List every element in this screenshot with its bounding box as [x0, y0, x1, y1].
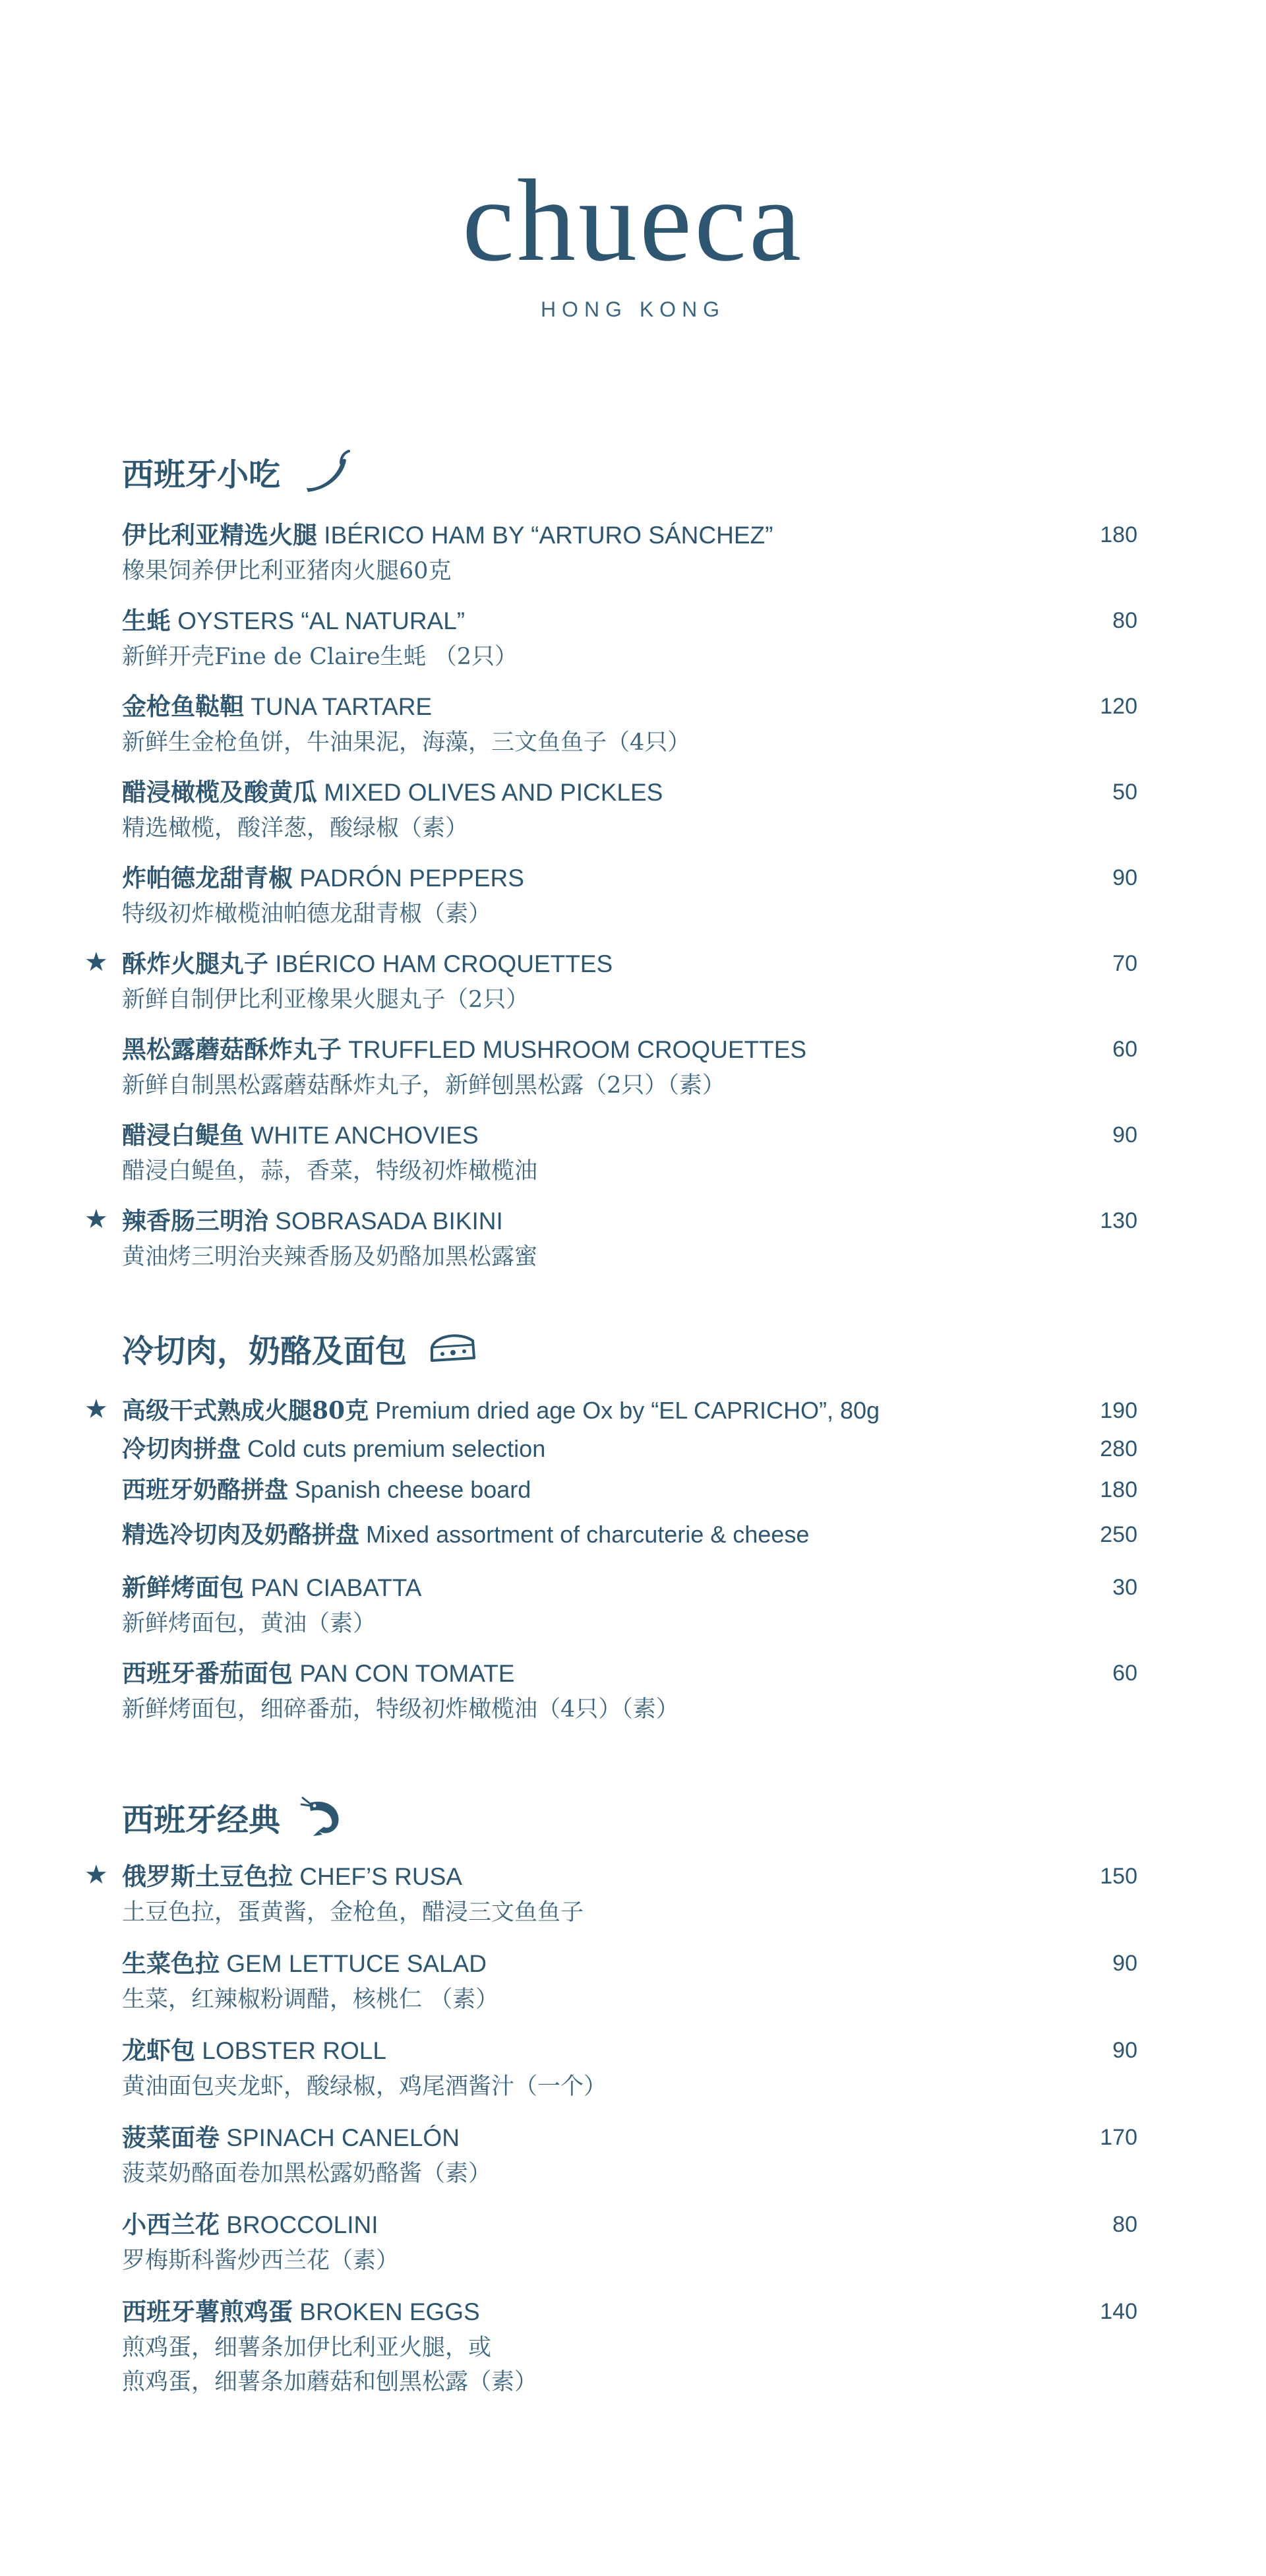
item-name-en: IBÉRICO HAM BY “ARTURO SÁNCHEZ”	[324, 522, 773, 549]
item-description: 新鲜生金枪鱼饼，牛油果泥，海藻，三文鱼鱼子（4只）	[122, 729, 691, 756]
item-name-zh: 醋浸橄榄及酸黄瓜	[122, 778, 317, 807]
item-name-en: SOBRASADA BIKINI	[275, 1208, 503, 1235]
item-description: 特级初炸橄榄油帕德龙甜青椒（素）	[122, 901, 492, 927]
chili-pepper-icon	[300, 448, 353, 495]
item-name-en: BROCCOLINI	[226, 2211, 378, 2238]
item-name-en: PADRÓN PEPPERS	[299, 865, 524, 892]
item-name	[122, 1120, 479, 1151]
item-name-zh: 西班牙薯煎鸡蛋	[122, 2297, 293, 2326]
brand-location: HONG KONG	[540, 297, 726, 321]
item-name-zh: 伊比利亚精选火腿	[122, 520, 317, 549]
item-name	[122, 863, 524, 894]
item-name	[122, 520, 773, 551]
item-price: 90	[1112, 865, 1137, 890]
item-name-en: BROKEN EGGS	[299, 2298, 480, 2325]
item-description: 罗梅斯科酱炒西兰花（素）	[122, 2248, 400, 2274]
item-description: 土豆色拉，蛋黄酱，金枪鱼，醋浸三文鱼鱼子	[122, 1899, 584, 1926]
item-price: 90	[1112, 1122, 1137, 1148]
item-name-zh: 金枪鱼鞑靼	[122, 692, 244, 721]
item-name-en: LOBSTER ROLL	[202, 2037, 386, 2064]
item-name-zh: 新鲜烤面包	[122, 1573, 244, 1602]
section-title	[122, 1794, 346, 1840]
item-name	[122, 1434, 545, 1464]
item-name	[122, 1861, 462, 1892]
item-name-zh: 龙虾包	[122, 2036, 195, 2065]
item-price: 180	[1100, 1477, 1137, 1502]
item-name-en: GEM LETTUCE SALAD	[226, 1950, 487, 1977]
item-price: 90	[1112, 1951, 1137, 1976]
item-price: 50	[1112, 780, 1137, 805]
item-name	[122, 777, 663, 808]
item-description: 菠菜奶酪面卷加黑松露奶酪酱（素）	[122, 2161, 492, 2187]
item-name	[122, 1519, 809, 1550]
item-price: 140	[1100, 2299, 1137, 2324]
star-icon: ★	[84, 1205, 108, 1234]
item-name-en: OYSTERS “AL NATURAL”	[177, 607, 466, 634]
item-name	[122, 1475, 531, 1505]
item-name-zh: 俄罗斯土豆色拉	[122, 1862, 293, 1891]
item-price: 30	[1112, 1575, 1137, 1600]
item-description: 新鲜烤面包，细碎番茄，特级初炸橄榄油（4只）（素）	[122, 1696, 679, 1723]
item-name	[122, 1034, 806, 1065]
item-name-en: TRUFFLED MUSHROOM CROQUETTES	[348, 1036, 807, 1063]
item-name-zh: 酥炸火腿丸子	[122, 949, 268, 978]
item-name-zh: 生菜色拉	[122, 1949, 220, 1978]
item-price: 70	[1112, 951, 1137, 976]
item-name	[122, 948, 613, 979]
item-name-en: MIXED OLIVES AND PICKLES	[324, 779, 663, 806]
cheese-icon	[427, 1329, 479, 1368]
item-name	[122, 1658, 514, 1689]
item-description-line-2: 煎鸡蛋，细薯条加蘑菇和刨黑松露（素）	[122, 2369, 538, 2395]
item-name-en: IBÉRICO HAM CROQUETTES	[275, 950, 613, 977]
item-description: 精选橄榄，酸洋葱，酸绿椒（素）	[122, 815, 469, 842]
item-name-en: Premium dried age Ox by “EL CAPRICHO”, 80g	[375, 1397, 880, 1424]
item-price: 60	[1112, 1661, 1137, 1686]
item-description: 生菜，红辣椒粉调醋，核桃仁 （素）	[122, 1986, 499, 2013]
item-price: 280	[1100, 1436, 1137, 1461]
item-description: 新鲜烤面包，黄油（素）	[122, 1610, 377, 1637]
item-price: 120	[1100, 694, 1137, 719]
item-price: 190	[1100, 1398, 1137, 1423]
item-price: 80	[1112, 2212, 1137, 2237]
item-price: 180	[1100, 522, 1137, 547]
item-description: 新鲜自制黑松露蘑菇酥炸丸子，新鲜刨黑松露（2只）（素）	[122, 1072, 725, 1099]
item-name-zh: 冷切肉拼盘	[122, 1435, 241, 1463]
section-title	[122, 448, 353, 495]
item-name	[122, 1206, 503, 1237]
item-description: 橡果饲养伊比利亚猪肉火腿60克	[122, 558, 452, 584]
brand-logo: chueca	[462, 155, 804, 286]
item-name	[122, 605, 465, 636]
item-name-zh: 菠菜面卷	[122, 2123, 220, 2152]
item-description: 醋浸白鳀鱼，蒜，香菜，特级初炸橄榄油	[122, 1158, 538, 1184]
item-name	[122, 2035, 386, 2066]
item-name-en: PAN CON TOMATE	[299, 1660, 515, 1687]
item-name	[122, 1572, 421, 1603]
item-price: 90	[1112, 2038, 1137, 2063]
item-price: 250	[1100, 1522, 1137, 1547]
item-name-zh: 高级干式熟成火腿80克	[122, 1397, 369, 1425]
item-name	[122, 1948, 487, 1979]
shrimp-icon	[300, 1794, 346, 1840]
section-title-text: 冷切肉，奶酪及面包	[122, 1333, 407, 1370]
item-name	[122, 691, 432, 722]
item-name-zh: 小西兰花	[122, 2210, 220, 2239]
item-description: 黄油烤三明治夹辣香肠及奶酪加黑松露蜜	[122, 1244, 538, 1270]
item-price: 170	[1100, 2125, 1137, 2150]
item-description: 煎鸡蛋，细薯条加伊比利亚火腿，或	[122, 2335, 492, 2361]
star-icon: ★	[84, 1395, 108, 1424]
item-description: 黄油面包夹龙虾，酸绿椒，鸡尾酒酱汁（一个）	[122, 2073, 607, 2100]
item-price: 60	[1112, 1037, 1137, 1062]
menu-header	[0, 155, 1266, 322]
item-name	[122, 2209, 378, 2240]
item-name-zh: 精选冷切肉及奶酪拼盘	[122, 1521, 360, 1549]
item-name	[122, 1395, 880, 1426]
item-name-zh: 黑松露蘑菇酥炸丸子	[122, 1035, 342, 1064]
item-name-zh: 西班牙番茄面包	[122, 1659, 293, 1688]
item-name-en: Mixed assortment of charcuterie & cheese	[366, 1521, 810, 1548]
star-icon: ★	[84, 948, 108, 977]
item-name-en: TUNA TARTARE	[251, 693, 433, 720]
star-icon: ★	[84, 1860, 108, 1889]
section-title-text: 西班牙小吃	[122, 456, 281, 493]
item-name	[122, 2122, 460, 2153]
item-price: 150	[1100, 1864, 1137, 1889]
item-description: 新鲜开壳Fine de Claire生蚝 （2只）	[122, 644, 518, 670]
item-name-zh: 炸帕德龙甜青椒	[122, 863, 293, 892]
item-price: 130	[1100, 1208, 1137, 1233]
section-title	[122, 1326, 479, 1371]
item-name	[122, 2296, 480, 2327]
item-price: 80	[1112, 608, 1137, 633]
item-name-zh: 生蚝	[122, 606, 171, 635]
item-name-en: Cold cuts premium selection	[247, 1435, 546, 1462]
item-description: 新鲜自制伊比利亚橡果火腿丸子（2只）	[122, 987, 529, 1013]
section-title-text: 西班牙经典	[122, 1801, 281, 1839]
item-name-zh: 辣香肠三明治	[122, 1206, 268, 1235]
item-name-en: CHEF’S RUSA	[299, 1863, 462, 1890]
item-name-en: PAN CIABATTA	[251, 1574, 422, 1601]
item-name-en: WHITE ANCHOVIES	[251, 1122, 479, 1149]
item-name-en: Spanish cheese board	[295, 1476, 531, 1503]
item-name-en: SPINACH CANELÓN	[226, 2124, 460, 2151]
item-name-zh: 醋浸白鳀鱼	[122, 1120, 244, 1150]
item-name-zh: 西班牙奶酪拼盘	[122, 1476, 289, 1504]
